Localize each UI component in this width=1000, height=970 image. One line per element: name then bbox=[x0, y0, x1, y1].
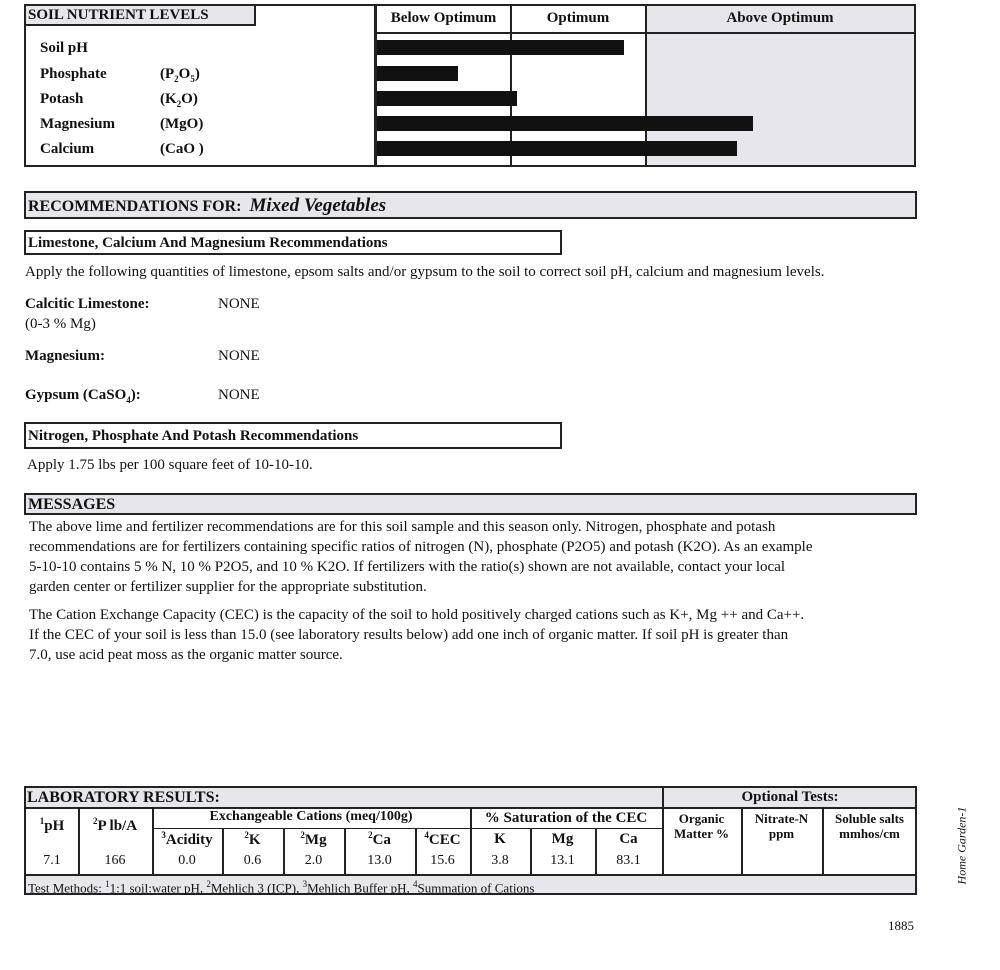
gypsum-value: NONE bbox=[218, 387, 260, 403]
messages-header: MESSAGES bbox=[24, 493, 917, 515]
col-below-optimum: Below Optimum bbox=[390, 10, 497, 26]
recommendations-prefix: RECOMMENDATIONS FOR: bbox=[28, 198, 242, 215]
lab-title: LABORATORY RESULTS: bbox=[27, 789, 220, 806]
formula-magnesium: (MgO) bbox=[160, 116, 204, 132]
lab-value-sat-mg: 13.1 bbox=[550, 853, 575, 868]
level-bar-ph bbox=[377, 40, 624, 55]
npk-text: Apply 1.75 lbs per 100 square feet of 10-10-10. bbox=[27, 457, 313, 473]
lab-header-cec: $^4$CEC bbox=[424, 830, 461, 848]
grid-header-rule bbox=[375, 32, 916, 34]
nutrient-name-phosphate: Phosphate bbox=[40, 66, 107, 82]
magnesium-label: Magnesium: bbox=[25, 348, 105, 364]
nutrient-name-potash: Potash bbox=[40, 91, 84, 107]
level-bar-magnesium bbox=[377, 116, 753, 131]
lab-value-p: 166 bbox=[104, 853, 126, 868]
messages-paragraph-2: The Cation Exchange Capacity (CEC) is the capacity of the soil to hold positively charged cations such as K+, Mg ++ and Ca++. If the CEC of your soil is less than 15.0 (see laboratory results below) add one inch of organic matter. If soil pH is greater than 7.0, use acid peat moss as the organic matter source. bbox=[29, 607, 805, 663]
soil-nutrient-title: SOIL NUTRIENT LEVELS bbox=[24, 4, 256, 26]
lab-value-k: 0.6 bbox=[243, 853, 262, 868]
lab-header-nitrate: Nitrate-N ppm bbox=[754, 811, 809, 841]
lab-value-ph: 7.1 bbox=[43, 853, 61, 868]
lab-header-sat-k: K bbox=[494, 831, 506, 847]
nutrient-name-calcium: Calcium bbox=[40, 141, 95, 157]
magnesium-value: NONE bbox=[218, 348, 260, 364]
level-bar-calcium bbox=[377, 141, 737, 156]
optional-tests-title: Optional Tests: bbox=[741, 789, 839, 805]
nutrient-name-magnesium: Magnesium bbox=[40, 116, 115, 132]
lab-exch-rule bbox=[152, 828, 470, 829]
messages-paragraph-1: The above lime and fertilizer recommendations are for this soil sample and this season only. Nitrogen, phosphate and potash recommendations are for fertilizers containing specific ratios of nitrogen (N), phosphate (P2O5) and potash (K2O). As an example 5-10-10 contains 5 % N, 10 % P2O5, and 10 % K2O. If fertilizers with the ratio(s) shown are not available, contact your local garden center or fertilizer supplier for the appropriate substitution. bbox=[29, 519, 813, 595]
recommendations-header bbox=[24, 191, 917, 219]
lab-header-exchangeable: Exchangeable Cations (meq/100g) bbox=[209, 809, 413, 824]
gypsum-label: Gypsum (CaSO$_4$): bbox=[25, 387, 141, 405]
formula-potash: $(K_2O)$ bbox=[160, 91, 198, 109]
lab-header-acidity: $^3$Acidity bbox=[161, 830, 213, 848]
npk-section-title: Nitrogen, Phosphate And Potash Recommendations bbox=[24, 422, 562, 449]
lab-value-sat-k: 3.8 bbox=[491, 853, 509, 868]
lab-header-ph: $^1$pH bbox=[39, 816, 65, 834]
lab-value-ca: 13.0 bbox=[367, 853, 392, 868]
lab-header-soluble-salts: Soluble salts mmhos/cm bbox=[835, 811, 904, 841]
formula-calcium: (CaO ) bbox=[160, 141, 204, 157]
lab-value-acidity: 0.0 bbox=[178, 853, 196, 868]
formula-phosphate: $(P_2O_5)$ bbox=[160, 66, 200, 84]
calcitic-label: Calcitic Limestone: bbox=[25, 296, 150, 312]
lab-value-cec: 15.6 bbox=[430, 853, 455, 868]
calcitic-sub: (0-3 % Mg) bbox=[25, 316, 96, 332]
lab-value-mg: 2.0 bbox=[304, 853, 323, 868]
lime-section-title: Limestone, Calcium And Magnesium Recommendations bbox=[24, 230, 562, 255]
lab-header-saturation: % Saturation of the CEC bbox=[484, 810, 648, 826]
calcitic-value: NONE bbox=[218, 296, 260, 312]
lab-header-sat-ca: Ca bbox=[619, 831, 638, 847]
nutrient-name-ph: Soil pH bbox=[40, 40, 88, 56]
test-methods: Test Methods: $^1$1:1 soil:water pH, $^2$Mehlich 3 (ICP), $^3$Mehlich Buffer pH, $^4$Summation of Cations bbox=[28, 879, 535, 896]
lime-intro: Apply the following quantities of limestone, epsom salts and/or gypsum to the soil to correct soil pH, calcium and magnesium levels. bbox=[25, 264, 825, 280]
col-optimum: Optimum bbox=[546, 10, 610, 26]
lab-sat-rule bbox=[470, 828, 662, 829]
lab-header-sat-mg: Mg bbox=[551, 831, 574, 847]
crop-name: Mixed Vegetables bbox=[249, 195, 387, 216]
lab-header-organic-matter: Organic Matter % bbox=[674, 811, 729, 841]
lab-header-p: $^2$P lb/A bbox=[92, 816, 138, 834]
lab-header-ca: $^2$Ca bbox=[368, 830, 391, 848]
col-above-optimum: Above Optimum bbox=[726, 10, 834, 26]
lab-header-mg: $^2$Mg bbox=[300, 830, 327, 848]
lab-value-sat-ca: 83.1 bbox=[616, 853, 641, 868]
lab-header-k: $^2$K bbox=[244, 830, 261, 848]
level-bar-phosphate bbox=[377, 66, 458, 81]
level-bar-potash bbox=[377, 91, 517, 106]
page-number: 1885 bbox=[888, 918, 914, 933]
side-label: Home Garden-1 bbox=[954, 806, 969, 885]
